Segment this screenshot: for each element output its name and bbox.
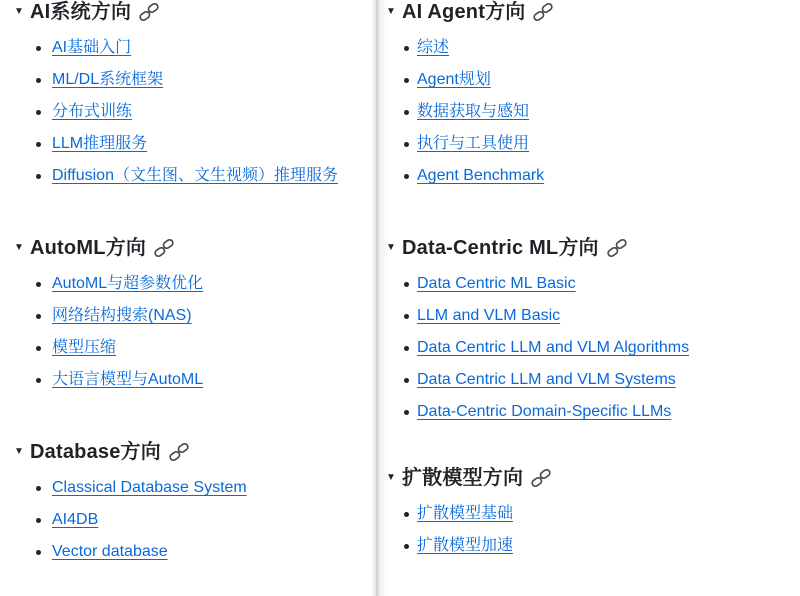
toc-list-item bbox=[14, 164, 366, 188]
section-title: AI系统方向 bbox=[30, 1, 132, 23]
toc-list-item bbox=[386, 400, 796, 424]
toc-column-right bbox=[386, 0, 796, 558]
toc-list-item bbox=[14, 336, 366, 360]
collapse-triangle-icon[interactable]: ▼ bbox=[14, 446, 24, 457]
toc-link[interactable]: Data-Centric Domain-Specific LLMs bbox=[417, 403, 672, 420]
toc-list-item bbox=[14, 304, 366, 328]
toc-section bbox=[14, 440, 366, 564]
section-link-list bbox=[386, 502, 796, 558]
anchor-link-icon[interactable] bbox=[531, 468, 551, 488]
section-header[interactable] bbox=[14, 440, 366, 464]
toc-link[interactable]: 数据获取与感知 bbox=[417, 103, 530, 120]
toc-section bbox=[386, 0, 796, 188]
toc-link[interactable]: AI4DB bbox=[52, 511, 99, 528]
toc-link[interactable]: 网络结构搜索(NAS) bbox=[52, 307, 192, 324]
toc-link[interactable]: Vector database bbox=[52, 543, 168, 560]
toc-list-item bbox=[386, 304, 796, 328]
toc-list-item bbox=[14, 36, 366, 60]
collapse-triangle-icon[interactable]: ▼ bbox=[14, 6, 24, 17]
toc-link[interactable]: Diffusion（文生图、文生视频）推理服务 bbox=[52, 167, 338, 184]
toc-column-left bbox=[14, 0, 366, 564]
toc-list-item bbox=[14, 272, 366, 296]
toc-list-item bbox=[386, 132, 796, 156]
section-title: 扩散模型方向 bbox=[402, 467, 524, 489]
toc-section bbox=[14, 236, 366, 392]
section-header[interactable] bbox=[386, 0, 796, 24]
section-header[interactable] bbox=[386, 236, 796, 260]
toc-list-item bbox=[386, 100, 796, 124]
section-header[interactable] bbox=[14, 236, 366, 260]
toc-link[interactable]: Data Centric LLM and VLM Systems bbox=[417, 371, 676, 388]
toc-list-item bbox=[386, 534, 796, 558]
collapse-triangle-icon[interactable]: ▼ bbox=[386, 6, 396, 17]
toc-link[interactable]: LLM推理服务 bbox=[52, 135, 148, 152]
collapse-triangle-icon[interactable]: ▼ bbox=[14, 242, 24, 253]
anchor-link-icon[interactable] bbox=[533, 2, 553, 22]
toc-link[interactable]: 分布式训练 bbox=[52, 103, 133, 120]
toc-section bbox=[386, 466, 796, 558]
toc-list-item bbox=[386, 164, 796, 188]
section-link-list bbox=[14, 272, 366, 392]
toc-section bbox=[386, 236, 796, 424]
toc-list-item bbox=[14, 540, 366, 564]
toc-link[interactable]: Data Centric ML Basic bbox=[417, 275, 576, 292]
toc-link[interactable]: ML/DL系统框架 bbox=[52, 71, 164, 88]
anchor-link-icon[interactable] bbox=[169, 442, 189, 462]
anchor-link-icon[interactable] bbox=[607, 238, 627, 258]
section-link-list bbox=[386, 36, 796, 188]
section-title: AutoML方向 bbox=[30, 237, 147, 259]
toc-list-item bbox=[14, 508, 366, 532]
anchor-link-icon[interactable] bbox=[154, 238, 174, 258]
toc-link[interactable]: Agent规划 bbox=[417, 71, 491, 88]
collapse-triangle-icon[interactable]: ▼ bbox=[386, 472, 396, 483]
toc-link[interactable]: 综述 bbox=[417, 39, 450, 56]
section-header[interactable] bbox=[386, 466, 796, 490]
collapse-triangle-icon[interactable]: ▼ bbox=[386, 242, 396, 253]
toc-list-item bbox=[386, 272, 796, 296]
toc-link[interactable]: 扩散模型基础 bbox=[417, 505, 514, 522]
section-link-list bbox=[386, 272, 796, 424]
toc-link[interactable]: 模型压缩 bbox=[52, 339, 117, 356]
toc-link[interactable]: 执行与工具使用 bbox=[417, 135, 530, 152]
section-header[interactable] bbox=[14, 0, 366, 24]
toc-link[interactable]: Classical Database System bbox=[52, 479, 247, 496]
toc-list-item bbox=[14, 368, 366, 392]
toc-list-item bbox=[14, 132, 366, 156]
section-link-list bbox=[14, 36, 366, 188]
toc-link[interactable]: 大语言模型与AutoML bbox=[52, 371, 204, 388]
toc-list-item bbox=[386, 36, 796, 60]
section-title: Database方向 bbox=[30, 441, 161, 463]
toc-link[interactable]: AI基础入门 bbox=[52, 39, 132, 56]
toc-link[interactable]: AutoML与超参数优化 bbox=[52, 275, 204, 292]
toc-list-item bbox=[14, 476, 366, 500]
anchor-link-icon[interactable] bbox=[139, 2, 159, 22]
toc-list-item bbox=[14, 68, 366, 92]
toc-link[interactable]: 扩散模型加速 bbox=[417, 537, 514, 554]
toc-list-item bbox=[386, 368, 796, 392]
section-title: Data-Centric ML方向 bbox=[402, 237, 599, 259]
toc-list-item bbox=[386, 502, 796, 526]
section-link-list bbox=[14, 476, 366, 564]
toc-section bbox=[14, 0, 366, 188]
toc-link[interactable]: Agent Benchmark bbox=[417, 167, 545, 184]
toc-link[interactable]: Data Centric LLM and VLM Algorithms bbox=[417, 339, 690, 356]
toc-link[interactable]: LLM and VLM Basic bbox=[417, 307, 561, 324]
section-title: AI Agent方向 bbox=[402, 1, 526, 23]
toc-list-item bbox=[386, 336, 796, 360]
toc-list-item bbox=[14, 100, 366, 124]
toc-list-item bbox=[386, 68, 796, 92]
